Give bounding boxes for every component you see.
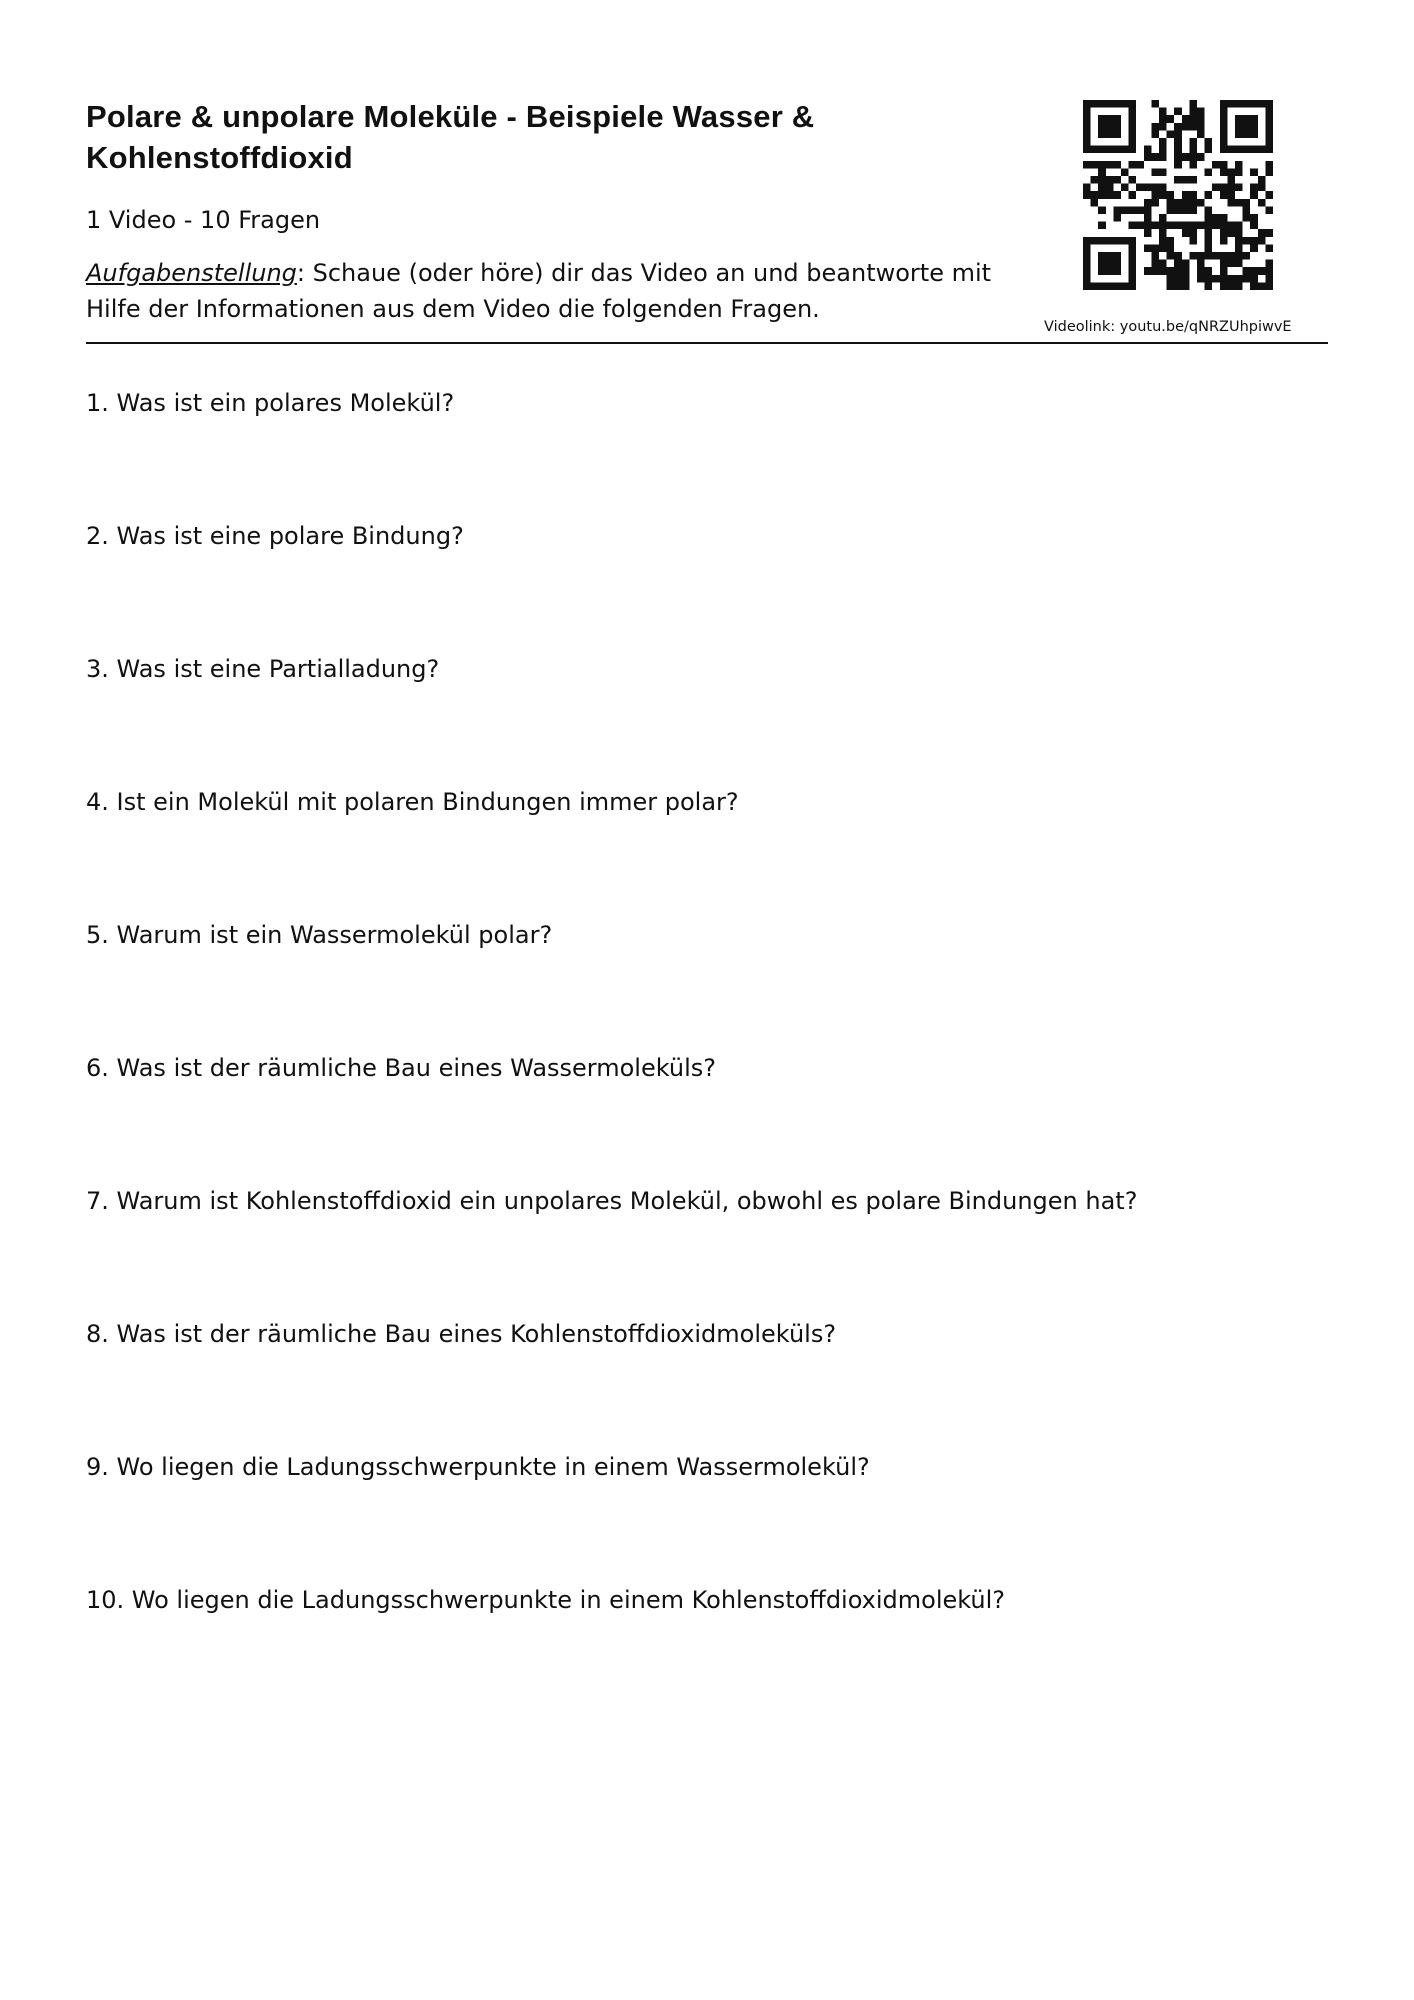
question-item: 9. Wo liegen die Ladungsschwerpunkte in einem Wassermolekül? (86, 1453, 870, 1481)
qr-code-icon (1083, 100, 1273, 290)
question-item: 1. Was ist ein polares Molekül? (86, 389, 455, 417)
question-item: 6. Was ist der räumliche Bau eines Wassermoleküls? (86, 1054, 717, 1082)
task-text: : Schaue (oder höre) dir das Video an und beantworte mit Hilfe der Informationen aus dem Video die folgenden Fragen. (86, 259, 992, 323)
question-list (86, 388, 1137, 1718)
video-link[interactable]: Videolink: youtu.be/qNRZUhpiwvE (1044, 319, 1292, 335)
subtitle: 1 Video - 10 Fragen (86, 206, 321, 234)
header-divider (86, 342, 1328, 344)
question-item: 5. Warum ist ein Wassermolekül polar? (86, 921, 553, 949)
question-item: 7. Warum ist Kohlenstoffdioxid ein unpolares Molekül, obwohl es polare Bindungen hat? (86, 1187, 1138, 1215)
question-item: 2. Was ist eine polare Bindung? (86, 522, 464, 550)
question-item: 8. Was ist der räumliche Bau eines Kohlenstoffdioxidmoleküls? (86, 1320, 837, 1348)
question-item: 4. Ist ein Molekül mit polaren Bindungen immer polar? (86, 788, 739, 816)
question-item: 3. Was ist eine Partialladung? (86, 655, 440, 683)
page-title: Polare & unpolare Moleküle - Beispiele Wasser & Kohlenstoffdioxid (86, 99, 815, 175)
task-label: Aufgabenstellung (86, 259, 297, 287)
task-instructions (86, 255, 1046, 327)
worksheet-header (86, 96, 1046, 327)
question-item: 10. Wo liegen die Ladungsschwerpunkte in einem Kohlenstoffdioxidmolekül? (86, 1586, 1006, 1614)
